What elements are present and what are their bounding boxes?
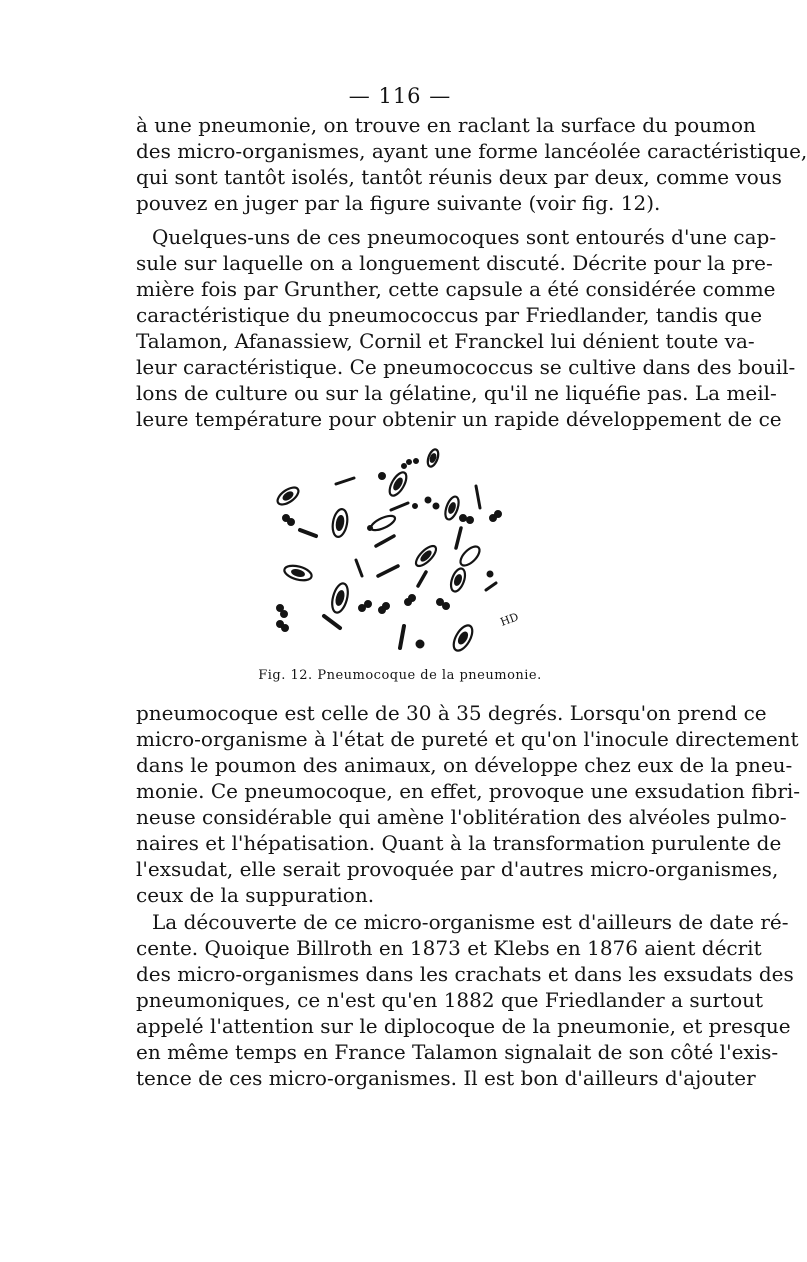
- text-line: ceux de la suppuration.: [136, 883, 375, 907]
- text-line: pneumoniques, ce n'est qu'en 1882 que Friedlander a surtout: [136, 988, 764, 1012]
- text-line: naires et l'hépatisation. Quant à la transformation purulente de: [136, 831, 782, 855]
- text-line: pneumocoque est celle de 30 à 35 degrés. Lorsqu'on prend ce: [136, 701, 767, 725]
- text-line: des micro-organismes dans les crachats et dans les exsudats des: [136, 962, 794, 986]
- text-line: caractéristique du pneumococcus par Friedlander, tandis que: [136, 303, 763, 327]
- text-line: lons de culture ou sur la gélatine, qu'il ne liquéfie pas. La meil-: [136, 381, 777, 405]
- text-line: leure température pour obtenir un rapide développement de ce: [136, 407, 782, 431]
- text-line: sule sur laquelle on a longuement discuté. Décrite pour la pre-: [136, 251, 773, 275]
- text-line: qui sont tantôt isolés, tantôt réunis deux par deux, comme vous: [136, 165, 782, 189]
- text-line: neuse considérable qui amène l'oblitération des alvéoles pulmo-: [136, 805, 787, 829]
- text-line: monie. Ce pneumocoque, en effet, provoque une exsudation fibri-: [136, 779, 801, 803]
- text-line: mière fois par Grunther, cette capsule a été considérée comme: [136, 277, 776, 301]
- figure-caption: Fig. 12. Pneumocoque de la pneumonie.: [258, 668, 542, 683]
- figure-pneumococcus-illustration: [258, 448, 548, 666]
- text-line: des micro-organismes, ayant une forme lancéolée caractéristique,: [136, 139, 807, 163]
- page-number: — 116 —: [348, 84, 452, 108]
- text-line: Quelques-uns de ces pneumocoques sont entourés d'une cap-: [152, 225, 777, 249]
- text-line: l'exsudat, elle serait provoquée par d'autres micro-organismes,: [136, 857, 779, 881]
- text-line: Talamon, Afanassiew, Cornil et Franckel lui dénient toute va-: [136, 329, 755, 353]
- text-line: en même temps en France Talamon signalait de son côté l'exis-: [136, 1040, 779, 1064]
- text-line: à une pneumonie, on trouve en raclant la surface du poumon: [136, 113, 756, 137]
- text-line: appelé l'attention sur le diplocoque de la pneumonie, et presque: [136, 1014, 791, 1038]
- text-line: micro-organisme à l'état de pureté et qu'on l'inocule directement: [136, 727, 799, 751]
- paragraph-2: [136, 224, 796, 432]
- paragraph-1: [136, 112, 807, 216]
- text-line: La découverte de ce micro-organisme est d'ailleurs de date ré-: [152, 910, 789, 934]
- text-line: cente. Quoique Billroth en 1873 et Klebs en 1876 aient décrit: [136, 936, 762, 960]
- paragraph-4: [136, 909, 794, 1091]
- engraver-monogram: HD: [498, 610, 521, 629]
- microorganism-drawing: [258, 448, 548, 666]
- text-line: pouvez en juger par la figure suivante (voir fig. 12).: [136, 191, 661, 215]
- paragraph-3: [136, 700, 801, 908]
- text-line: tence de ces micro-organismes. Il est bon d'ailleurs d'ajouter: [136, 1066, 756, 1090]
- text-line: leur caractéristique. Ce pneumococcus se cultive dans des bouil-: [136, 355, 796, 379]
- text-line: dans le poumon des animaux, on développe chez eux de la pneu-: [136, 753, 793, 777]
